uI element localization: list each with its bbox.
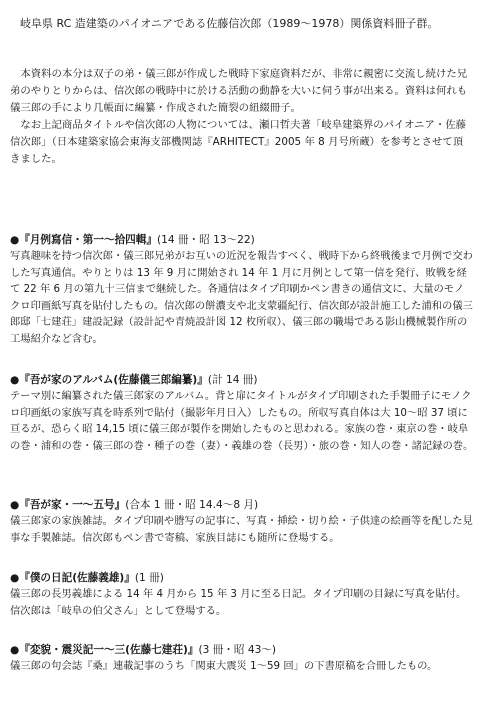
entry-heading: [10, 232, 474, 248]
entry-count: (1 冊): [134, 572, 164, 584]
document-title: 岐阜県 RC 造建築のパイオニアである佐藤信次郎（1989〜1978）関係資料冊子群。: [20, 17, 439, 30]
entry-count: (合本 1 冊・昭 14.4〜8 月): [125, 499, 259, 511]
intro-section: [10, 66, 472, 168]
catalog-entry: [10, 497, 474, 546]
intro-paragraph: 本資料の本分は双子の弟・儀三郎が作成した戦時下家庭資料だが、非常に親密に交流し続けた兄弟のやりとりからは、信次郎の戦時中に於ける活動の動静を大いに伺う事が出来る。資料は何れも儀三郎の手により几帳面に編纂・作成された簡裂の紐綴冊子。: [10, 68, 468, 114]
entry-count: (14 冊・昭 13〜22): [156, 234, 255, 246]
catalog-entry: [10, 570, 474, 619]
catalog-entry: [10, 642, 474, 675]
catalog-entry: [10, 232, 474, 348]
catalog-entry: [10, 372, 474, 454]
entry-heading: [10, 497, 474, 513]
entry-description: 儀三郎の句会誌『桑』連載記事のうち「関東大震災 1〜59 回」の下書原稿を合冊したもの。: [10, 660, 438, 672]
entry-description: 写真趣味を持つ信次郎・儀三郎兄弟がお互いの近況を報告すべく、戦時下から終戦後まで月例で交わした写真通信。やりとりは 13 年 9 月に開始され 14 年 1 月に月例として第一信を発行、敗戦を経て 22 年 6 月の第九十三信まで継続した。各通信はタイプ印刷かペン書きの通信文に、大量のモノクロ印画紙写真を貼付したもの。信次郎の餅濃支や北支蒙疆紀行、信次郎が設計施工した浦和の儀三郎邸「七建荘」建設記録（設計記や青焼設計図 12 枚所収）、儀三郎の職場である影山機械製作所の工場紹介など含む。: [10, 250, 473, 345]
entry-title: ●『吾が家のアルバム(佐藤儀三郎編纂)』: [10, 374, 208, 386]
entry-heading: [10, 372, 474, 388]
entry-title: ●『月例寫信・第一〜拾四輯』: [10, 234, 157, 246]
entry-description: テーマ別に編纂された儀三郎家のアルバム。背と扉にタイトルがタイプ印刷された手製冊子にモノクロ印画紙の家族写真を時系列で貼付（撮影年月日入）したもの。所収写真自体は大 10〜昭 37 頃に亘るが、恐らく昭 14,15 頃に儀三郎が製作を開始したものと思われる。家族の巻・東京の巻・岐阜の巻・浦和の巻・儀三郎の巻・種子の巻（妻）・義雄の巻（長男）・旅の巻・知人の巻・諸記録の巻。: [10, 390, 474, 452]
entry-count: (計 14 冊): [207, 374, 258, 386]
entry-count: (3 冊・昭 43〜): [198, 644, 277, 656]
intro-paragraph: なお上記商品タイトルや信次郎の人物については、瀬口哲夫著「岐阜建築界のパイオニア・佐藤信次郎」（日本建築家協会東海支部機関誌『ARHITECT』2005 年 8 月号所蔵）を参考とさせて頂きました。: [10, 119, 467, 165]
entry-title: ●『吾が家・一〜五号』: [10, 499, 126, 511]
entry-heading: [10, 570, 474, 586]
entry-description: 儀三郎家の家族雑誌。タイプ印刷や謄写の記事に、写真・挿絵・切り絵・子供達の絵画等を配した見事な手製雑誌。信次郎もペン書で寄稿、家族目誌にも随所に登場する。: [10, 515, 473, 544]
entry-title: ●『僕の日記(佐藤義雄)』: [10, 572, 135, 584]
entry-description: 儀三郎の長男義雄による 14 年 4 月から 15 年 3 月に至る日記。タイプ印刷の目録に写真を貼付。信次郎は「岐阜の伯父さん」として登場する。: [10, 588, 467, 617]
entry-title: ●『変貌・震災記一〜三(佐藤七建荘)』: [10, 644, 199, 656]
entry-heading: [10, 642, 474, 658]
